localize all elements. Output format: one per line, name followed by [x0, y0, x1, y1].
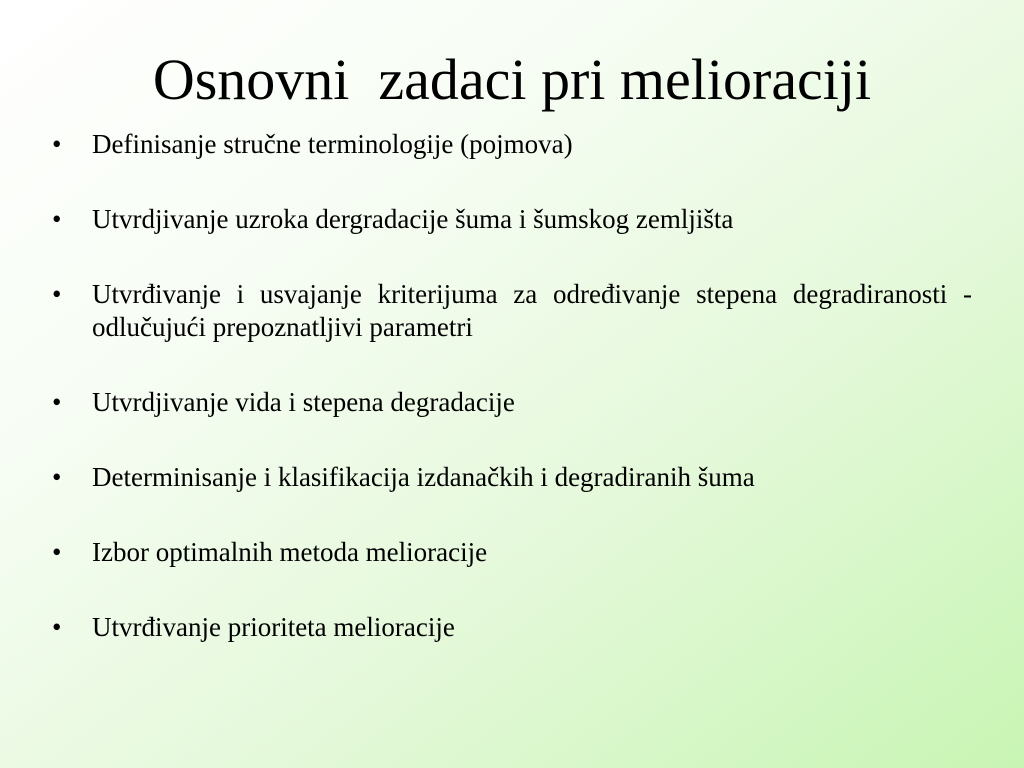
slide-title: Osnovni zadaci pri melioraciji [152, 47, 872, 112]
bullet-item [52, 128, 972, 161]
bullet-item [52, 611, 972, 644]
bullet-dot-icon: • [52, 612, 62, 642]
bullet-text: Utvrđivanje i usvajanje kriterijuma za određivanje stepena degradiranosti - odlučujući prepoznatljivi parametri [92, 279, 972, 342]
bullet-dot-icon: • [52, 462, 62, 492]
bullet-dot-icon: • [52, 204, 62, 234]
bullet-dot-icon: • [52, 537, 62, 567]
bullet-item [52, 536, 972, 569]
bullet-item [52, 461, 972, 494]
bullet-dot-icon: • [52, 129, 62, 159]
bullet-item [52, 386, 972, 419]
bullet-text: Utvrdjivanje uzroka dergradacije šuma i šumskog zemljišta [92, 204, 734, 234]
bullet-item [52, 278, 972, 344]
bullet-dot-icon: • [52, 387, 62, 417]
bullet-text: Izbor optimalnih metoda melioracije [92, 537, 488, 567]
bullet-text: Determinisanje i klasifikacija izdanačkih i degradiranih šuma [92, 462, 755, 492]
bullet-text: Definisanje stručne terminologije (pojmova) [92, 129, 573, 159]
bullet-text: Utvrdjivanje vida i stepena degradacije [92, 387, 515, 417]
bullet-item [52, 203, 972, 236]
bullet-list [52, 128, 972, 686]
bullet-text: Utvrđivanje prioriteta melioracije [92, 612, 455, 642]
bullet-dot-icon: • [52, 279, 62, 309]
